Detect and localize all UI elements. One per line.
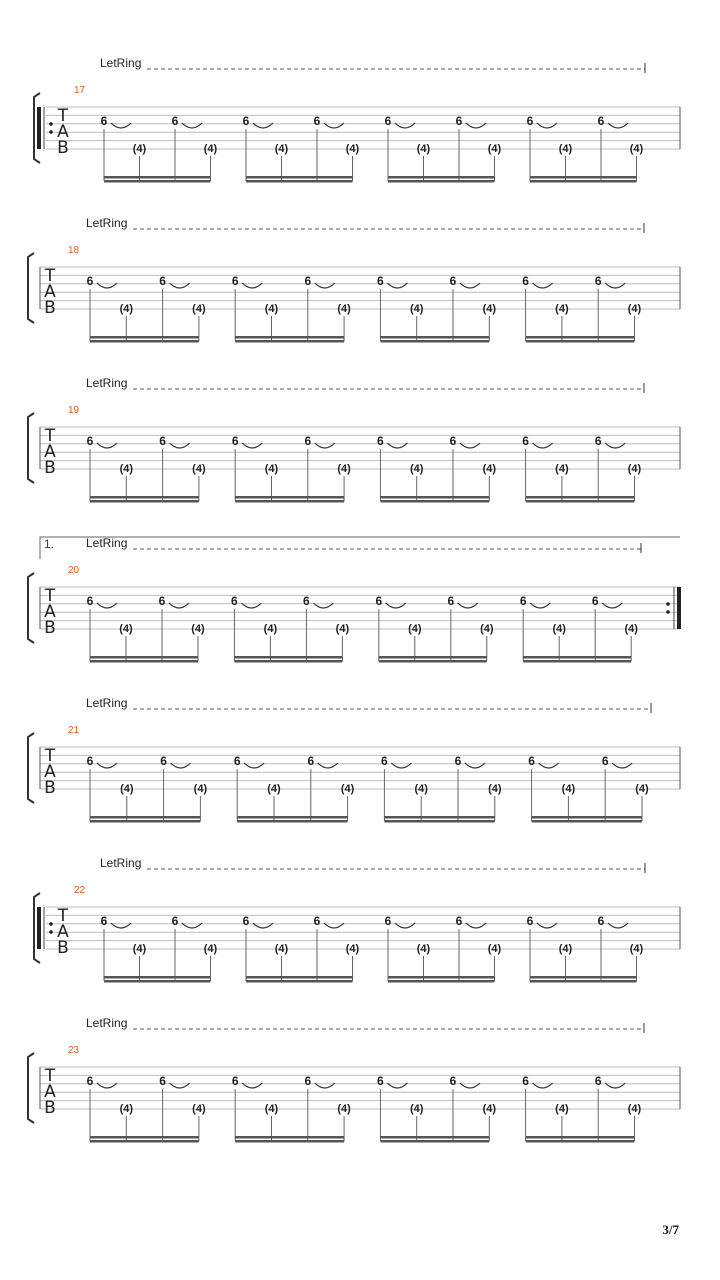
fret-number: (4) — [264, 303, 279, 315]
beam-secondary — [104, 980, 211, 983]
fret-number: (4) — [335, 623, 350, 635]
fret-number: (4) — [274, 943, 289, 955]
repeat-dot — [49, 930, 53, 934]
fret-number: 6 — [159, 434, 166, 448]
tab-system-20 — [28, 536, 681, 663]
fret-number: (4) — [119, 623, 133, 635]
beam-primary — [90, 496, 199, 499]
fret-number: (4) — [482, 303, 497, 315]
beam-secondary — [523, 660, 631, 663]
beam-primary — [234, 656, 342, 659]
fret-number: 6 — [528, 754, 535, 768]
beam-primary — [526, 336, 635, 339]
fret-number: 6 — [526, 914, 534, 928]
system-brace — [28, 573, 34, 643]
fret-number: 6 — [231, 434, 239, 448]
fret-number: (4) — [192, 463, 206, 475]
fret-number: (4) — [345, 143, 360, 155]
tab-clef-letter: A — [44, 282, 56, 302]
fret-number: 6 — [231, 274, 239, 288]
beam-secondary — [90, 660, 198, 663]
tab-clef-letter: B — [44, 778, 56, 798]
measure-number: 20 — [68, 565, 80, 576]
fret-number: (4) — [203, 943, 218, 955]
beam-primary — [246, 176, 353, 179]
fret-number: 6 — [377, 1074, 384, 1088]
fret-number: 6 — [375, 594, 383, 608]
fret-number: (4) — [416, 943, 431, 955]
repeat-thick-bar — [37, 107, 41, 149]
fret-number: 6 — [597, 914, 605, 928]
measure-number: 23 — [68, 1045, 80, 1056]
beam-secondary — [526, 1140, 635, 1143]
fret-number: 6 — [597, 114, 605, 128]
fret-number: 6 — [522, 274, 529, 288]
fret-number: 6 — [171, 114, 179, 128]
fret-number: 6 — [231, 1074, 239, 1088]
tab-clef-letter: B — [44, 618, 56, 638]
page-number: 3/7 — [662, 1222, 679, 1237]
beam-secondary — [380, 500, 489, 503]
fret-number: 6 — [158, 594, 166, 608]
fret-number: (4) — [629, 943, 644, 955]
fret-number: (4) — [192, 303, 206, 315]
beam-secondary — [388, 180, 495, 183]
beam-primary — [530, 976, 637, 979]
beam-primary — [246, 976, 353, 979]
tab-clef-letter: B — [44, 298, 56, 318]
fret-number: 6 — [449, 1074, 457, 1088]
tab-system-22 — [34, 856, 680, 983]
repeat-thick-bar — [677, 587, 681, 629]
fret-number: 6 — [384, 114, 392, 128]
tab-clef-letter: B — [57, 938, 69, 958]
beam-secondary — [380, 340, 489, 343]
let-ring-label: LetRing — [100, 856, 142, 870]
fret-number: (4) — [119, 303, 134, 315]
fret-number: (4) — [337, 303, 351, 315]
beam-secondary — [526, 340, 635, 343]
fret-number: (4) — [629, 143, 644, 155]
measure-number: 18 — [68, 245, 80, 256]
fret-number: (4) — [267, 783, 281, 795]
tab-system-23 — [28, 1016, 680, 1143]
beam-secondary — [388, 980, 495, 983]
system-brace — [28, 253, 34, 323]
beam-primary — [526, 496, 635, 499]
tab-system-17 — [34, 56, 680, 183]
let-ring-label: LetRing — [86, 536, 128, 550]
beam-secondary — [104, 180, 211, 183]
beam-secondary — [380, 1140, 489, 1143]
tab-clef-letter: B — [44, 458, 56, 478]
fret-number: 6 — [454, 754, 462, 768]
fret-number: (4) — [120, 783, 134, 795]
fret-number: 6 — [160, 754, 167, 768]
fret-number: 6 — [233, 754, 241, 768]
fret-number: 6 — [519, 594, 527, 608]
fret-number: (4) — [558, 943, 573, 955]
fret-number: 6 — [594, 274, 602, 288]
beam-primary — [104, 176, 211, 179]
fret-number: (4) — [487, 143, 502, 155]
tab-clef-letter: B — [57, 138, 69, 158]
fret-number: 6 — [242, 914, 250, 928]
beam-secondary — [90, 340, 199, 343]
tab-clef-letter: T — [57, 906, 69, 926]
fret-number: 6 — [526, 114, 534, 128]
system-brace — [28, 733, 34, 803]
beam-primary — [380, 496, 489, 499]
fret-number: 6 — [307, 754, 315, 768]
beam-secondary — [530, 180, 637, 183]
measure-number: 21 — [68, 725, 80, 736]
fret-number: (4) — [264, 1103, 279, 1115]
beam-secondary — [237, 820, 347, 823]
let-ring-label: LetRing — [100, 56, 142, 70]
fret-number: (4) — [635, 783, 649, 795]
fret-number: (4) — [337, 463, 351, 475]
repeat-dot — [49, 122, 53, 126]
tab-system-21 — [28, 696, 680, 823]
fret-number: 6 — [313, 914, 321, 928]
beam-primary — [388, 976, 495, 979]
fret-number: 6 — [377, 434, 384, 448]
fret-number: 6 — [381, 754, 388, 768]
fret-number: (4) — [345, 943, 360, 955]
fret-number: (4) — [192, 1103, 206, 1115]
beam-primary — [379, 656, 487, 659]
tab-clef-letter: A — [44, 602, 56, 622]
fret-number: 6 — [304, 434, 312, 448]
fret-number: 6 — [313, 114, 321, 128]
beam-primary — [388, 176, 495, 179]
fret-number: 6 — [377, 274, 384, 288]
fret-number: (4) — [487, 943, 502, 955]
let-ring-label: LetRing — [86, 1016, 128, 1030]
fret-number: 6 — [100, 914, 108, 928]
beam-secondary — [234, 660, 342, 663]
beam-primary — [380, 336, 489, 339]
fret-number: 6 — [242, 114, 250, 128]
fret-number: 6 — [86, 594, 94, 608]
tab-clef-letter: T — [44, 1066, 56, 1086]
beam-secondary — [235, 500, 344, 503]
beam-primary — [235, 496, 344, 499]
let-ring-label: LetRing — [86, 216, 128, 230]
fret-number: (4) — [627, 303, 642, 315]
volta-label: 1. — [44, 537, 55, 551]
repeat-thick-bar — [37, 907, 41, 949]
beam-primary — [530, 176, 637, 179]
beam-secondary — [246, 180, 353, 183]
beam-primary — [90, 656, 198, 659]
fret-number: (4) — [203, 143, 218, 155]
beam-primary — [104, 976, 211, 979]
fret-number: (4) — [555, 463, 569, 475]
fret-number: 6 — [231, 594, 238, 608]
fret-number: (4) — [132, 943, 147, 955]
fret-number: (4) — [555, 303, 569, 315]
fret-number: (4) — [191, 623, 205, 635]
let-ring-label: LetRing — [86, 376, 128, 390]
tab-system-18 — [28, 216, 680, 343]
beam-primary — [384, 816, 494, 819]
fret-number: (4) — [627, 1103, 642, 1115]
tab-system-19 — [28, 376, 680, 503]
fret-number: (4) — [488, 783, 502, 795]
fret-number: (4) — [119, 463, 134, 475]
beam-secondary — [90, 500, 199, 503]
beam-secondary — [530, 980, 637, 983]
fret-number: 6 — [86, 754, 94, 768]
fret-number: 6 — [594, 1074, 602, 1088]
fret-number: 6 — [304, 274, 312, 288]
beam-secondary — [235, 340, 344, 343]
fret-number: (4) — [416, 143, 431, 155]
tab-clef-letter: T — [57, 106, 69, 126]
fret-number: 6 — [455, 914, 463, 928]
fret-number: 6 — [304, 1074, 312, 1088]
fret-number: 6 — [159, 1074, 166, 1088]
fret-number: (4) — [409, 303, 424, 315]
beam-primary — [235, 336, 344, 339]
let-ring-label: LetRing — [86, 696, 128, 710]
beam-primary — [526, 1136, 635, 1139]
beam-secondary — [379, 660, 487, 663]
tab-clef-letter: A — [44, 762, 56, 782]
fret-number: (4) — [561, 783, 576, 795]
fret-number: (4) — [408, 623, 422, 635]
measure-number: 17 — [74, 85, 86, 96]
fret-number: (4) — [409, 1103, 424, 1115]
fret-number: 6 — [449, 434, 457, 448]
beam-primary — [380, 1136, 489, 1139]
fret-number: 6 — [86, 434, 94, 448]
measure-number: 22 — [74, 885, 86, 896]
fret-number: (4) — [132, 143, 147, 155]
beam-primary — [523, 656, 631, 659]
beam-secondary — [246, 980, 353, 983]
fret-number: (4) — [193, 783, 208, 795]
fret-number: (4) — [337, 1103, 351, 1115]
fret-number: (4) — [409, 463, 424, 475]
beam-primary — [90, 336, 199, 339]
fret-number: 6 — [447, 594, 455, 608]
beam-secondary — [526, 500, 635, 503]
fret-number: (4) — [264, 463, 279, 475]
beam-primary — [532, 816, 642, 819]
beam-secondary — [90, 820, 200, 823]
beam-secondary — [532, 820, 642, 823]
fret-number: (4) — [119, 1103, 134, 1115]
beam-primary — [90, 816, 200, 819]
fret-number: 6 — [86, 274, 94, 288]
tab-clef-letter: T — [44, 586, 56, 606]
fret-number: 6 — [522, 1074, 529, 1088]
fret-number: 6 — [384, 914, 392, 928]
fret-number: (4) — [624, 623, 638, 635]
fret-number: 6 — [594, 434, 602, 448]
fret-number: 6 — [455, 114, 463, 128]
tab-clef-letter: A — [57, 922, 69, 942]
system-brace — [28, 1053, 34, 1123]
system-brace — [28, 413, 34, 483]
beam-secondary — [90, 1140, 199, 1143]
fret-number: 6 — [303, 594, 310, 608]
repeat-dot — [666, 602, 670, 606]
tab-clef-letter: B — [44, 1098, 56, 1118]
fret-number: 6 — [159, 274, 166, 288]
fret-number: (4) — [627, 463, 642, 475]
fret-number: (4) — [340, 783, 355, 795]
fret-number: 6 — [100, 114, 108, 128]
fret-number: (4) — [480, 623, 494, 635]
repeat-dot — [49, 130, 53, 134]
beam-secondary — [384, 820, 494, 823]
fret-number: (4) — [552, 623, 566, 635]
fret-number: (4) — [274, 143, 289, 155]
fret-number: (4) — [263, 623, 278, 635]
fret-number: 6 — [522, 434, 529, 448]
volta-bracket — [40, 537, 680, 559]
fret-number: (4) — [482, 463, 497, 475]
repeat-dot — [49, 922, 53, 926]
tab-clef-letter: A — [44, 1082, 56, 1102]
beam-primary — [90, 1136, 199, 1139]
repeat-dot — [666, 610, 670, 614]
beam-secondary — [235, 1140, 344, 1143]
fret-number: (4) — [558, 143, 573, 155]
fret-number: 6 — [591, 594, 599, 608]
tab-clef-letter: T — [44, 746, 56, 766]
beam-primary — [237, 816, 347, 819]
tab-clef-letter: T — [44, 266, 56, 286]
fret-number: 6 — [171, 914, 179, 928]
beam-primary — [235, 1136, 344, 1139]
fret-number: (4) — [414, 783, 428, 795]
fret-number: (4) — [555, 1103, 569, 1115]
tab-clef-letter: A — [44, 442, 56, 462]
fret-number: (4) — [482, 1103, 497, 1115]
tab-clef-letter: T — [44, 426, 56, 446]
fret-number: 6 — [601, 754, 609, 768]
measure-number: 19 — [68, 405, 80, 416]
tab-clef-letter: A — [57, 122, 69, 142]
fret-number: 6 — [449, 274, 457, 288]
fret-number: 6 — [86, 1074, 94, 1088]
